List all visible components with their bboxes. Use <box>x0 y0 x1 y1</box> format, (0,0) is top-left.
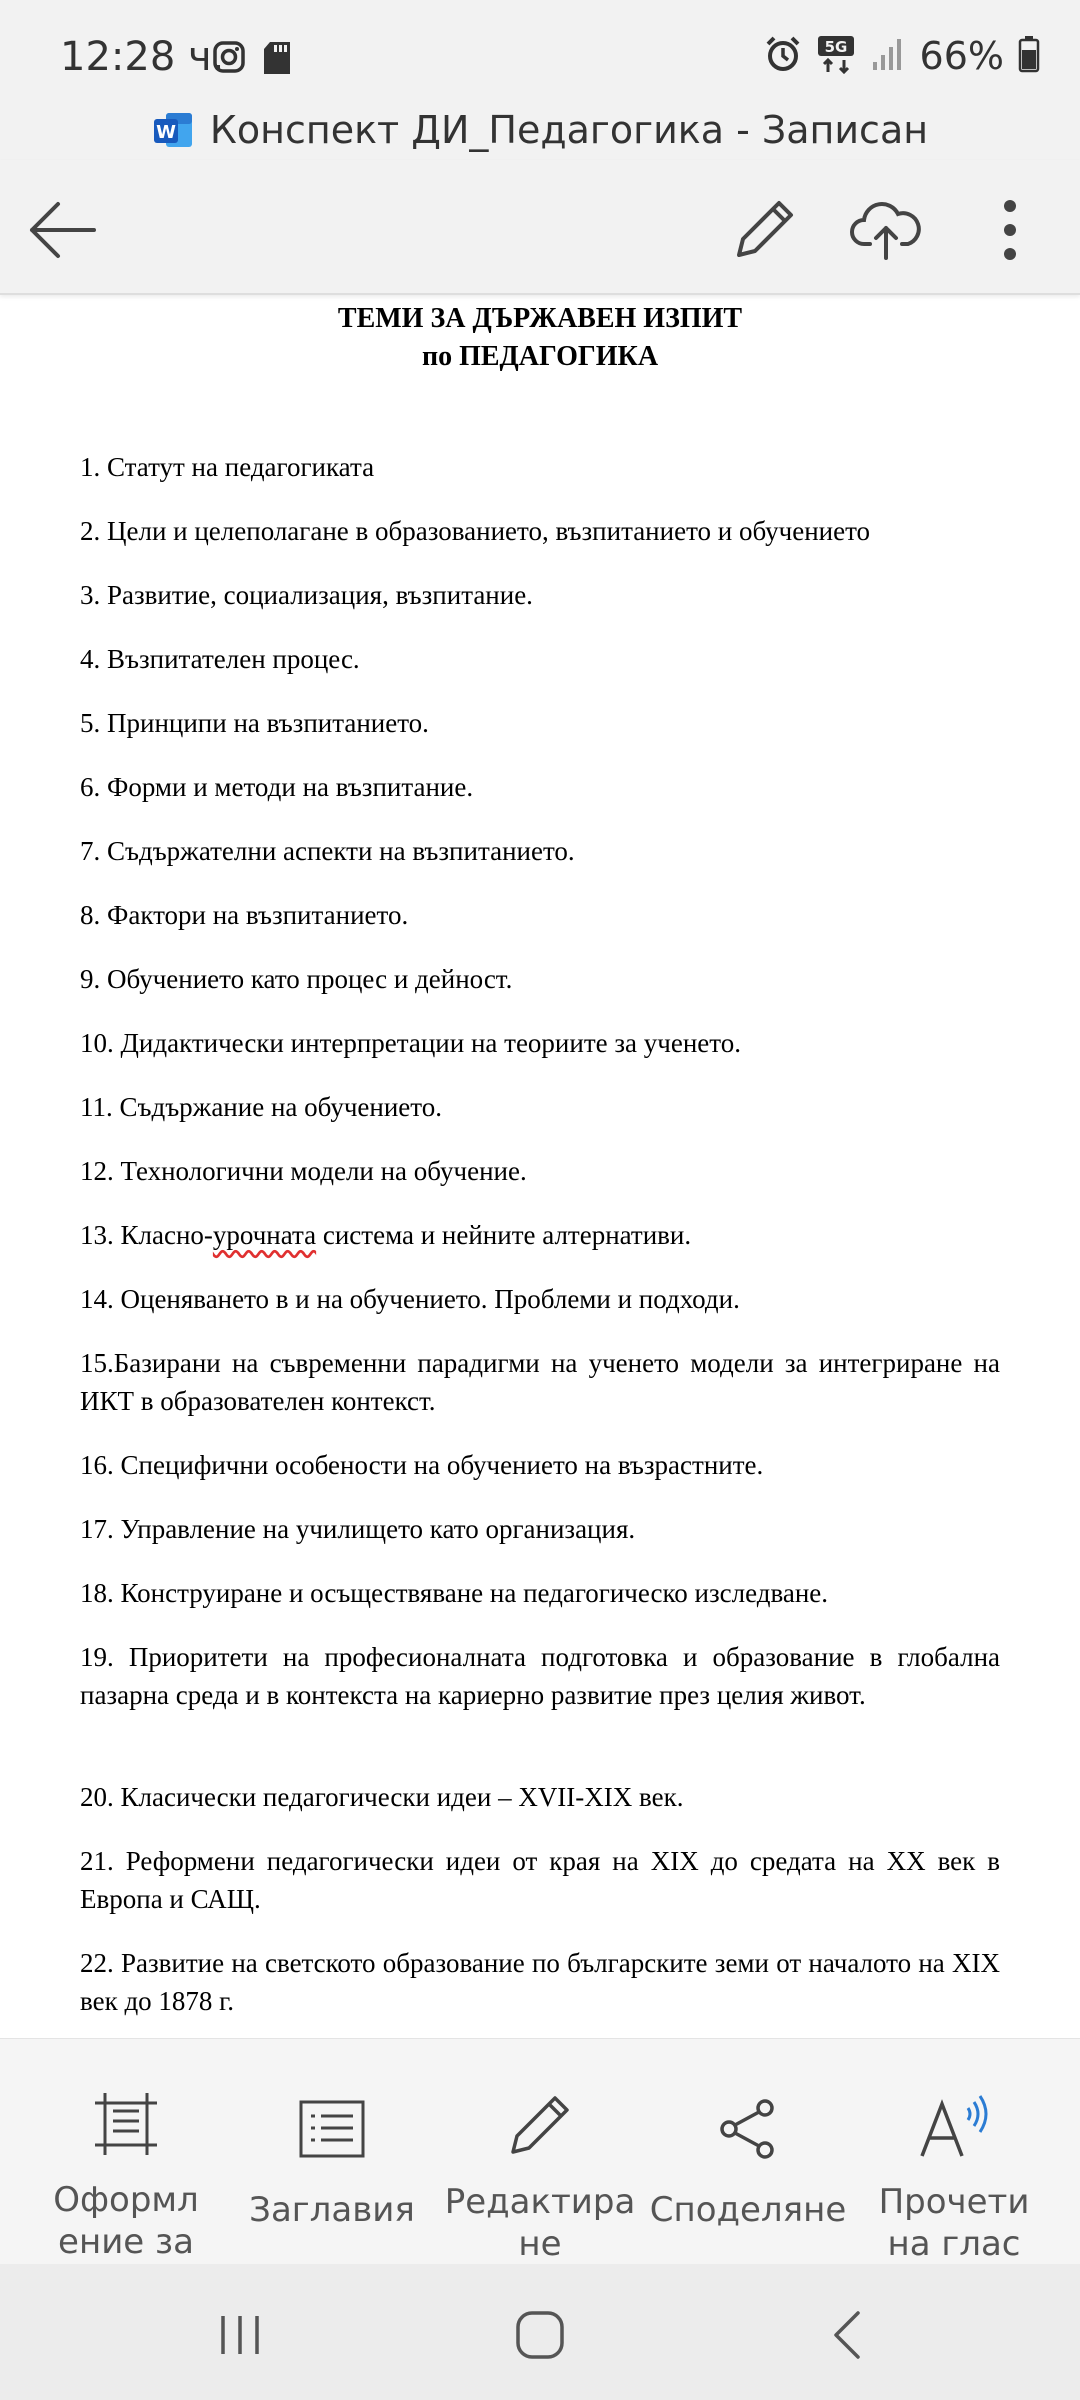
list-item: 17. Управление на училището като организация. <box>80 1514 636 1544</box>
read-aloud-label: Прочети на глас <box>878 2182 1030 2264</box>
topic-13-prefix: 13. Класно- <box>80 1220 213 1250</box>
cloud-upload-icon[interactable] <box>846 190 926 270</box>
share-icon <box>708 2089 788 2169</box>
instagram-icon <box>212 40 246 81</box>
topic-13-suffix: система и нейните алтернативи. <box>316 1220 692 1250</box>
list-item: 16. Специфични особености на обучението на възрастните. <box>80 1450 764 1480</box>
alarm-icon <box>764 35 802 77</box>
status-bar <box>0 0 1080 110</box>
back-arrow-icon[interactable] <box>22 190 102 270</box>
back-icon[interactable] <box>806 2300 886 2370</box>
list-item: 12. Технологични модели на обучение. <box>80 1156 527 1186</box>
read-aloud-icon <box>914 2089 994 2161</box>
layout-label: Оформл ение за <box>53 2180 199 2262</box>
list-item: 2. Цели и целеполагане в образованието, възпитанието и обучението <box>80 516 871 546</box>
signal-icon <box>870 36 906 76</box>
headings-button[interactable] <box>224 2039 440 2265</box>
top-toolbar <box>0 160 1080 295</box>
share-button[interactable] <box>640 2039 856 2265</box>
share-label: Споделяне <box>649 2190 847 2230</box>
document-title-bar <box>0 100 1080 160</box>
more-vertical-icon[interactable] <box>970 190 1050 270</box>
edit-button[interactable] <box>432 2039 648 2265</box>
home-icon[interactable] <box>500 2300 580 2370</box>
list-item: 8. Фактори на възпитанието. <box>80 900 409 930</box>
list-item: 11. Съдържание на обучението. <box>80 1092 442 1122</box>
list-item: 14. Оценяването в и на обучението. Проблеми и подходи. <box>80 1284 740 1314</box>
list-item: 18. Конструиране и осъществяване на педагогическо изследване. <box>80 1578 829 1608</box>
page-layout-icon <box>86 2089 166 2159</box>
layout-button[interactable] <box>18 2039 234 2265</box>
recent-apps-icon[interactable] <box>200 2300 280 2370</box>
edit-pencil-icon <box>500 2089 580 2161</box>
svg-text:W: W <box>155 122 176 143</box>
document-heading <box>80 300 1000 376</box>
list-item: 21. Реформени педагогически идеи от края на XIX до средата на XX век в Европа и САЩ. <box>80 1846 1000 1914</box>
list-item: 9. Обучението като процес и дейност. <box>80 964 513 994</box>
pencil-icon[interactable] <box>724 190 804 270</box>
headings-icon <box>292 2089 372 2169</box>
edit-label: Редактира не <box>444 2182 636 2264</box>
document-body[interactable] <box>80 300 1000 2016</box>
system-nav-bar <box>0 2264 1080 2400</box>
document-title: Конспект ДИ_Педагогика - Записан <box>209 108 929 152</box>
headings-label: Заглавия <box>249 2190 415 2230</box>
list-item: 4. Възпитателен процес. <box>80 644 360 674</box>
sd-card-icon <box>262 40 292 81</box>
read-aloud-button[interactable] <box>846 2039 1062 2265</box>
list-item: 7. Съдържателни аспекти на възпитанието. <box>80 836 575 866</box>
svg-text:5G: 5G <box>824 38 847 56</box>
battery-percent: 66% <box>919 34 1004 78</box>
network-5g-icon <box>816 34 856 78</box>
list-item: 5. Принципи на възпитанието. <box>80 708 429 738</box>
list-item: 19. Приоритети на професионалната подготовка и образование в глобална пазарна среда и в контекста на кариерно развитие през целия живот. <box>80 1642 1000 1710</box>
list-item: 1. Статут на педагогиката <box>80 452 375 482</box>
heading-line-1: ТЕМИ ЗА ДЪРЖАВЕН ИЗПИТ <box>337 303 743 334</box>
list-item: 3. Развитие, социализация, възпитание. <box>80 580 533 610</box>
status-time: 12:28 ч. <box>60 34 225 80</box>
bottom-action-bar <box>0 2038 1080 2264</box>
list-item: 15.Базирани на съвременни парадигми на ученето модели за интегриране на ИКТ в образователен контекст. <box>80 1348 1000 1416</box>
spellcheck-word[interactable]: урочната <box>212 1220 317 1250</box>
list-item: 20. Класически педагогически идеи – XVII-XIX век. <box>80 1782 684 1812</box>
list-item: 22. Развитие на светското образование по българските земи от началото на XIX век до 1878 г. <box>80 1948 1000 2016</box>
list-item: 6. Форми и методи на възпитание. <box>80 772 474 802</box>
list-item <box>80 1216 1000 1254</box>
word-icon <box>152 109 194 151</box>
battery-icon <box>1018 35 1040 77</box>
heading-line-2: по ПЕДАГОГИКА <box>421 341 659 372</box>
list-item: 10. Дидактически интерпретации на теориите за ученето. <box>80 1028 741 1058</box>
